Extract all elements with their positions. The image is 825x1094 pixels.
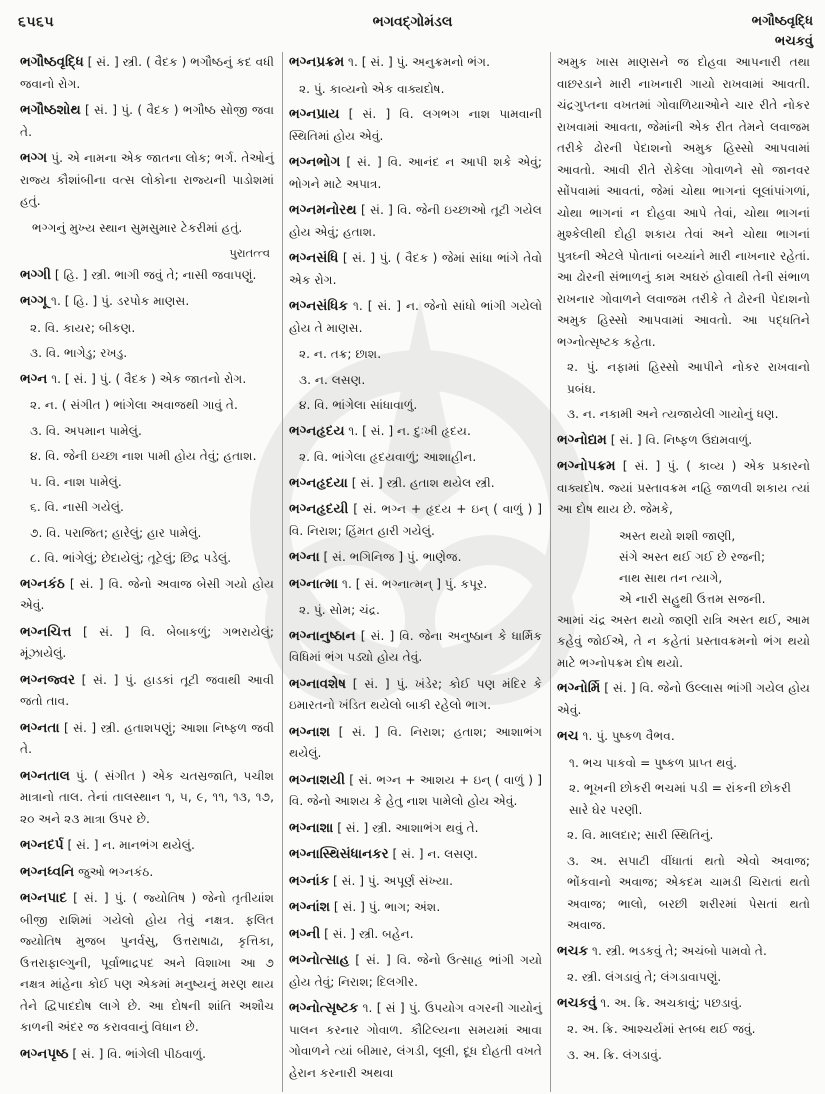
entry-definition: [ સં. ] ન. લસણ. bbox=[392, 847, 478, 861]
entry-headword: ભગ્નાનુષ્ઠાન bbox=[289, 627, 356, 644]
entry-definition: [ સં. ] સ્ત્રી. બહેન. bbox=[324, 926, 414, 941]
dictionary-entry bbox=[289, 818, 542, 840]
entry-definition: [ સં. ] સ્ત્રી. હતાશ થયેલ સ્ત્રી. bbox=[351, 475, 495, 490]
entry-source: પુરાતત્ત્વ bbox=[229, 246, 270, 260]
column-1 bbox=[14, 52, 282, 1092]
entry-sense: ૨. પું. સોમ; ચંદ્ર. bbox=[299, 603, 380, 617]
entry-headword: ભગ્ના bbox=[289, 549, 320, 565]
entry-headword: ભગ્નોપક્રમ bbox=[557, 458, 616, 474]
entry-headword: ભગ્નપ્રાય bbox=[289, 106, 340, 122]
entry-headword: ભગ્નાત્મા bbox=[289, 575, 339, 592]
entry-sense: ૬. વિ. નાસી ગયેલું. bbox=[30, 500, 124, 514]
dictionary-entry bbox=[20, 718, 274, 761]
dictionary-entry bbox=[20, 670, 274, 713]
entry-headword: ભગ્નપ્રક્રમ bbox=[289, 54, 345, 70]
entry-sense: ૨. વિ. કાયર; બીકણ. bbox=[30, 320, 136, 335]
dictionary-entry bbox=[289, 626, 542, 669]
entry-definition: ૧. [ સં. ] ન. જેનો સાંધો ભાંગી ગયેલો હોય તે માણસ. bbox=[289, 299, 542, 335]
entry-sense: ૨. પું. કાવ્યનો એક વાક્યદોષ. bbox=[299, 81, 445, 96]
dictionary-entry bbox=[289, 844, 542, 866]
dictionary-entry bbox=[20, 888, 274, 1039]
guide-word-first: ભગૌષ્ઠવૃદ્ધિ bbox=[751, 14, 813, 29]
dictionary-entry bbox=[20, 369, 274, 391]
entry-definition: [ સં. ] પું. ( કાવ્ય ) એક પ્રકારનો વાક્યદોષ. જ્યાં પ્રસ્તાવક્રમ નહિ જાળવી શકાય ત્યાં આ દોષ થાય છે. જેમકે, bbox=[557, 459, 811, 516]
entry-headword: ભગ્નસંધિક bbox=[289, 298, 348, 314]
entry-sense: ૪. વિ. ભાંગેલા સાંધાવાળું. bbox=[299, 398, 418, 412]
dictionary-entry bbox=[289, 722, 542, 765]
entry-headword: ભગ્નધ્વનિ bbox=[20, 863, 75, 880]
entry-definition: [ સં. ] વિ. આનંદ ન આપી શકે એવું; ભોગને માટે અપાત્ર. bbox=[289, 155, 542, 191]
dictionary-entry bbox=[20, 835, 274, 857]
entry-sense: ૪. વિ. જેની ઇચ્છા નાશ પામી હોય તેવું; હતાશ. bbox=[30, 449, 257, 463]
entry-continuation: અમુક ખાસ માણસને જ દોહવા આપનારી તથા વાછરડાને મારી નાખનારી ગાયો રાખવામાં આવતી. ચંદ્રગુપ્તના વખતમાં ગોવાળિયાઓને ચાર રીતે નોકર રાખવામાં આવતા, જેમાંની એક રીત તેમને લવાજમ તરીકે ઢોરની પેદાશનો અમુક હિસ્સો આપવામાં આવતો. આવી રીતે રોકેલા ગોવાળને સો જાનવર સોંપવામાં આવતાં, જેમાં ચોથા ભાગનાં લૂલાંપાંગળાં, ચોથા ભાગનાં ન દોહવા આપે તેવાં, ચોથા ભાગનાં મુશ્કેલીથી દોહી શકાય તેવાં અને ચોથા ભાગનાં પુત્રઘ્ની એટલે પોતાનાં બચ્ચાંને મારી નાખનાર રહેતાં. આ ઢોરની સંભાળનું કામ અઘરું હોવાથી તેની સંભાળ રાખનાર ગોવાળને લવાજમ તરીકે તે ઢોરની પેદાશનો અમુક હિસ્સો આપવામાં આવતો. આ પદ્ધતિને ભગ્નોત્સૃષ્ટક કહેતા. bbox=[557, 55, 810, 349]
dictionary-entry bbox=[289, 52, 542, 74]
dictionary-entry bbox=[289, 152, 542, 195]
guide-words bbox=[752, 12, 813, 52]
entry-headword: ભગ્નમનોરથ bbox=[289, 202, 357, 218]
entry-definition: [ સં. ] પું. ( જ્યોતિષ ) જેનો તૃતીયાંશ બીજી રાશિમાં ગયેલો હોય તેવું નક્ષત્ર. ફલિત જ્યોતિષ મુજબ પુનર્વસુ, ઉત્તરાષાઢા, કૃત્તિકા, ઉત્તરાફાલ્ગુની, પૂર્વાભાદ્રપદ અને વિશાખા આ ૭ નક્ષત્ર માંહેના કોઈ પણ એકમાં મનુષ્યનું મરણ થાય તેને દ્વિપાદદોષ લાગે છે. આ દોષની શાંતિ અશૌચ કાળની અંદર જ કરાવવાનું વિધાન છે. bbox=[20, 891, 275, 1034]
entry-headword: ભગ્નાવશેષ bbox=[289, 675, 346, 692]
entry-citation: ભગ્ગનું મુખ્ય સ્થાન સુમસુમાર ટેકરીમાં હતું. bbox=[32, 220, 243, 235]
entry-headword: ભગ્નોત્સૃષ્ટક bbox=[289, 1000, 359, 1016]
entry-sense: ૩. ન. નકામી અને ત્યજાયેલી ગાયોનું ધણ. bbox=[567, 407, 779, 421]
entry-definition: [ સં. ] વિ. જેની ઇચ્છાઓ તૂટી ગયેલ હોય એવું; હતાશ. bbox=[289, 203, 542, 239]
entry-definition: ૧. [ સં. ] પું. ( વૈદક ) એક જાતનો રોગ. bbox=[51, 371, 247, 386]
dictionary-entry bbox=[289, 574, 542, 596]
page-header bbox=[0, 0, 825, 52]
entry-sense: ૨. સ્ત્રી. લંગડાવું તે; લંગડાવાપણું. bbox=[567, 970, 722, 984]
entry-definition: જુઓ ભગ્નકંઠ. bbox=[78, 864, 154, 879]
entry-headword: ભગ્ગ bbox=[20, 150, 48, 166]
entry-definition: [ સં. ] પું. ( વૈદક ) જેમાં સાંધા ભાંગે તેવો એક રોગ. bbox=[289, 251, 543, 287]
verse-line: નાથ સાથ તન ત્યાગે, bbox=[619, 570, 723, 585]
entry-headword: ભગ્નસંધિ bbox=[289, 250, 339, 266]
dictionary-columns bbox=[14, 52, 819, 1092]
entry-headword: ભગ્નતા bbox=[20, 719, 60, 736]
column-3 bbox=[550, 52, 818, 1092]
entry-headword: ભગ્ની bbox=[289, 925, 321, 942]
dictionary-entry bbox=[289, 296, 542, 339]
entry-definition: પું. ( સંગીત ) એક ચતસ્રજાતિ, પચીશ માત્રાનો તાલ. તેનાં તાલસ્થાન ૧, ૫, ૯, ૧૧, ૧૩, ૧૭, ૨૦ અને ૨૩ માત્રા ઉપર છે. bbox=[20, 768, 274, 826]
dictionary-entry bbox=[289, 104, 542, 147]
page-number: ૬૫૬૫ bbox=[18, 14, 55, 30]
dictionary-entry bbox=[557, 456, 810, 521]
entry-definition: પું. એ નામના એક જાતના લોક; ભર્ગ. તેઓનું રાજ્ય કૌશાંબીના વત્સ લોકોના રાજ્યની પાડોશમાં હતું. bbox=[20, 151, 275, 208]
entry-headword: ભગ્નાશયી bbox=[289, 771, 345, 788]
dictionary-entry bbox=[20, 862, 274, 884]
running-title: ભગવદ્ગોમંડલ bbox=[372, 14, 453, 30]
entry-definition: [ સં. ] વિ. ભાંગેલી પીઠવાળું. bbox=[72, 1046, 207, 1061]
dictionary-entry bbox=[289, 998, 542, 1084]
dictionary-entry bbox=[557, 678, 810, 721]
entry-sense: ૩. ન. લસણ. bbox=[299, 372, 366, 387]
dictionary-entry bbox=[20, 148, 274, 213]
entry-sense: ૨. અ. ક્રિ. આશ્ચર્યમાં સ્તબ્ધ થઈ જવું. bbox=[567, 1022, 756, 1036]
dictionary-entry bbox=[289, 871, 542, 893]
entry-headword: ભગ્ન bbox=[20, 370, 48, 387]
dictionary-entry bbox=[557, 993, 810, 1015]
entry-sense: ૨. વિ. માલદાર; સારી સ્થિતિનું. bbox=[567, 828, 714, 842]
entry-verse bbox=[557, 526, 810, 610]
entry-headword: ભગ્નજ્વર bbox=[20, 671, 75, 688]
entry-definition: [ સં. ] સ્ત્રી. આશાભંગ થવું તે. bbox=[337, 820, 479, 835]
dictionary-entry bbox=[289, 499, 542, 542]
entry-definition: [ સં. ] સ્ત્રી. ( વૈદક ) ભગૌષ્ઠનું કદ વધી જવાનો રોગ. bbox=[20, 55, 274, 91]
entry-headword: ભચક bbox=[557, 942, 589, 959]
dictionary-entry bbox=[20, 574, 274, 617]
entry-headword: ભગ્ગૂ bbox=[20, 293, 48, 309]
entry-headword: ભચકવું bbox=[557, 994, 597, 1011]
entry-definition: [ સં. ] પું. ભાગ; અંશ. bbox=[333, 900, 441, 914]
dictionary-entry bbox=[20, 100, 274, 143]
entry-headword: ભગ્નહૃદયા bbox=[289, 474, 348, 491]
entry-definition: [ સં. ] વિ. નિષ્ફળ ઉદ્યમવાળું. bbox=[610, 432, 753, 447]
dictionary-entry bbox=[289, 770, 542, 813]
entry-sense: ૨. વિ. ભાંગેલા હૃદયવાળું; આશાહીન. bbox=[299, 450, 477, 464]
entry-sense: ૮. વિ. ભાંગેલું; છેદાયેલું; તૂટેલું; છિદ્ર પડેલું. bbox=[30, 551, 232, 565]
verse-line: સંગે અસ્ત થઈ ગઈ છે રજની; bbox=[619, 549, 766, 564]
dictionary-entry bbox=[557, 726, 810, 748]
dictionary-entry bbox=[289, 674, 542, 717]
entry-definition: [ સં. ] વિ. બેબાકળું; ગભરાયેલું; મૂંઝાયેલું. bbox=[20, 624, 275, 660]
entry-explanation: આમાં ચંદ્ર અસ્ત થયો જાણી રાત્રિ અસ્ત થઈ, આમ કહેવું જોઈએ, તે ન કહેતાં પ્રસ્તાવક્રમનો ભંગ થયો માટે ભગ્નોપક્રમ દોષ થયો. bbox=[557, 612, 810, 670]
entry-sense: ૩. વિ. અપમાન પામેલું. bbox=[30, 423, 142, 438]
entry-sense: ૩. અ. સપાટી વીંધાતાં થતો એવો અવાજ; ભોંકવાનો અવાજ; એકદમ ચામડી ચિરાતાં થતો અવાજ; ભાલો, બરછી શરીરમાં પેસતાં થતો અવાજ. bbox=[567, 853, 810, 932]
entry-headword: ભગ્નાસ્થિસંધાનકર bbox=[289, 846, 389, 862]
dictionary-entry bbox=[289, 248, 542, 291]
entry-example: ૧. ભચ પાકવો = પુષ્કળ પ્રાપ્ત થવું. bbox=[569, 755, 737, 770]
verse-line: એ નારી સહુથી ઉત્તમ સજની. bbox=[619, 591, 766, 606]
entry-headword: ભગ્નોદ્યમ bbox=[557, 431, 607, 448]
entry-headword: ભચ bbox=[557, 728, 579, 744]
verse-line: અસ્ત થયો શશી જાણી, bbox=[619, 528, 736, 543]
entry-headword: ભગ્નતાલ bbox=[20, 767, 70, 784]
entry-definition: [ સં. ભગિનિજ ] પું. ભાણેજ. bbox=[323, 550, 462, 564]
dictionary-entry bbox=[20, 52, 274, 95]
entry-example: ૨. ભૂખની છોકરી ભચમાં પડી = રાંકની છોકરી સારે ઘેર પરણી. bbox=[569, 781, 792, 817]
dictionary-entry bbox=[557, 941, 810, 963]
entry-headword: ભગ્નાશ bbox=[289, 723, 331, 740]
dictionary-entry bbox=[20, 265, 274, 287]
dictionary-entry bbox=[20, 622, 274, 665]
entry-definition: ૧. [ હિ. ] પું. ડરપોક માણસ. bbox=[51, 294, 190, 308]
dictionary-entry bbox=[289, 421, 542, 443]
entry-definition: [ સં. ] વિ. જેનો ઉત્સાહ ભાંગી ગયો હોય તેવું; નિરાશ; દિલગીર. bbox=[289, 953, 542, 989]
entry-sense: ૩. અ. ક્રિ. લંગડાવું. bbox=[567, 1047, 662, 1062]
dictionary-entry bbox=[20, 766, 274, 831]
entry-sense: ૭. વિ. પરાજિત; હારેલું; હાર પામેલું. bbox=[30, 525, 202, 540]
entry-definition: ૧. [ સં. ભગ્નાત્મન્ ] પું. કપૂર. bbox=[342, 576, 488, 591]
dictionary-entry bbox=[557, 430, 810, 452]
entry-definition: [ સં. ] પું. ખંડેર; કોઈ પણ મંદિર કે ઇમારતનો ખંડિત થયેલો બાકી રહેલો ભાગ. bbox=[289, 676, 542, 712]
entry-sense: ૨. ન. ( સંગીત ) ભાંગેલા અવાજથી ગાવું તે. bbox=[30, 398, 238, 412]
entry-headword: ભગ્નપૃષ્ઠ bbox=[20, 1045, 69, 1062]
entry-headword: ભગ્નોર્મિ bbox=[557, 680, 601, 696]
entry-definition: ૧. સ્ત્રી. ભડકવું તે; અચંબો પામવો તે. bbox=[592, 943, 767, 958]
entry-headword: ભગ્નહૃદયી bbox=[289, 501, 349, 517]
entry-headword: ભગ્નકંઠ bbox=[20, 575, 65, 592]
entry-definition: [ સં. ભગ્ન + હૃદય + ઇન્ ( વાળું ) ] વિ. નિરાશ; હિંમત હારી ગયેલું. bbox=[289, 502, 543, 538]
entry-headword: ભગ્નાંશ bbox=[289, 899, 331, 915]
entry-headword: ભગ્નપાદ bbox=[20, 890, 67, 906]
entry-definition: [ સં. ] પું. ( વૈદક ) ભગૌષ્ઠ સોજી જવા તે. bbox=[20, 103, 274, 139]
entry-headword: ભગ્નાશા bbox=[289, 819, 334, 836]
entry-definition: ૧. અ. ક્રિ. અચકાવું; પછડાવું. bbox=[600, 995, 743, 1010]
entry-definition: ૧. [ સં. ] પું. અનુક્રમનો ભંગ. bbox=[348, 55, 490, 69]
entry-definition: [ સં. ] વિ. લગભગ નાશ પામવાની સ્થિતિમાં હોય એવું. bbox=[289, 107, 542, 143]
column-2 bbox=[282, 52, 550, 1092]
dictionary-entry bbox=[289, 950, 542, 993]
entry-definition: [ સં. ] વિ. જેનો ઉલ્લાસ ભાંગી ગયેલ હોય એવું. bbox=[557, 681, 811, 717]
entry-sense: ૫. વિ. નાશ પામેલું. bbox=[30, 474, 122, 489]
entry-definition: ૧. પું. પુષ્કળ વૈભવ. bbox=[582, 729, 675, 743]
entry-definition: [ હિ. ] સ્ત્રી. ભાગી જવું તે; નાસી જવાપણું. bbox=[54, 267, 257, 282]
dictionary-entry bbox=[289, 200, 542, 243]
entry-headword: ભગ્ગી bbox=[20, 266, 51, 283]
guide-word-last: ભચકવું bbox=[774, 34, 813, 49]
dictionary-entry bbox=[20, 1044, 274, 1066]
entry-definition: [ સં. ભગ્ન + આશય + ઇન્ ( વાળું ) ] વિ. જેનો આશય કે હેતુ નાશ પામેલો હોય એવું. bbox=[289, 772, 543, 808]
entry-headword: ભગ્નહૃદય bbox=[289, 422, 345, 439]
entry-headword: ભગ્નદર્પ bbox=[20, 837, 64, 853]
entry-definition: [ સં. ] વિ. નિરાશ; હતાશ; આશાભંગ થયેલું. bbox=[289, 724, 542, 760]
entry-headword: ભગૌષ્ઠવૃદ્ધિ bbox=[20, 54, 84, 70]
entry-headword: ભગ્નોત્સાહ bbox=[289, 952, 350, 968]
entry-definition: ૧. [ સં ] પું. ઉપયોગ વગરની ગાયોનું પાલન કરનાર ગોવાળ. કૌટિલ્યના સમયમાં આવા ગોવાળને ત્યાં બીમાર, લંગડી, લૂલી, દૂધ દોહતી વખતે હેરાન કરનારી અથવા bbox=[289, 1001, 542, 1080]
entry-headword: ભગ્નાંક bbox=[289, 872, 330, 889]
entry-definition: ૧. [ સં. ] ન. દુઃખી હૃદય. bbox=[348, 423, 471, 438]
dictionary-entry bbox=[20, 291, 274, 313]
entry-definition: [ સં. ] વિ. જેના અનુષ્ઠાન કે ધાર્મિક વિધિમાં ભંગ પડ્યો હોય તેવું. bbox=[289, 628, 543, 664]
entry-headword: ભગ્નચિત્ત bbox=[20, 623, 72, 640]
entry-sense: ૩. વિ. ભાગેડુ; રખડુ. bbox=[30, 346, 128, 360]
entry-definition: [ સં. ] સ્ત્રી. હતાશપણું; આશા નિષ્ફળ જવી તે. bbox=[20, 720, 274, 756]
entry-sense: ૨. પું. નફામાં હિસ્સો આપીને નોકર રાખવાનો પ્રબંધ. bbox=[567, 360, 810, 396]
entry-headword: ભગૌષ્ઠશોથ bbox=[20, 102, 81, 118]
entry-definition: [ સં. ] ન. માનભંગ થયેલું. bbox=[67, 838, 195, 852]
dictionary-entry bbox=[289, 547, 542, 569]
entry-sense: ૨. ન. તક્ર; છાશ. bbox=[299, 347, 382, 361]
entry-definition: [ સં. ] વિ. જેનો અવાજ બેસી ગયો હોય એવું. bbox=[20, 576, 275, 612]
entry-headword: ભગ્નભોગ bbox=[289, 154, 341, 170]
entry-definition: [ સં. ] પું. હાડકાં તૂટી જવાથી આવી જતો તાવ. bbox=[20, 672, 275, 708]
dictionary-entry bbox=[289, 924, 542, 946]
dictionary-entry bbox=[289, 897, 542, 919]
dictionary-entry bbox=[289, 473, 542, 495]
entry-definition: [ સં. ] પું. અપૂર્ણ સંખ્યા. bbox=[333, 873, 453, 888]
